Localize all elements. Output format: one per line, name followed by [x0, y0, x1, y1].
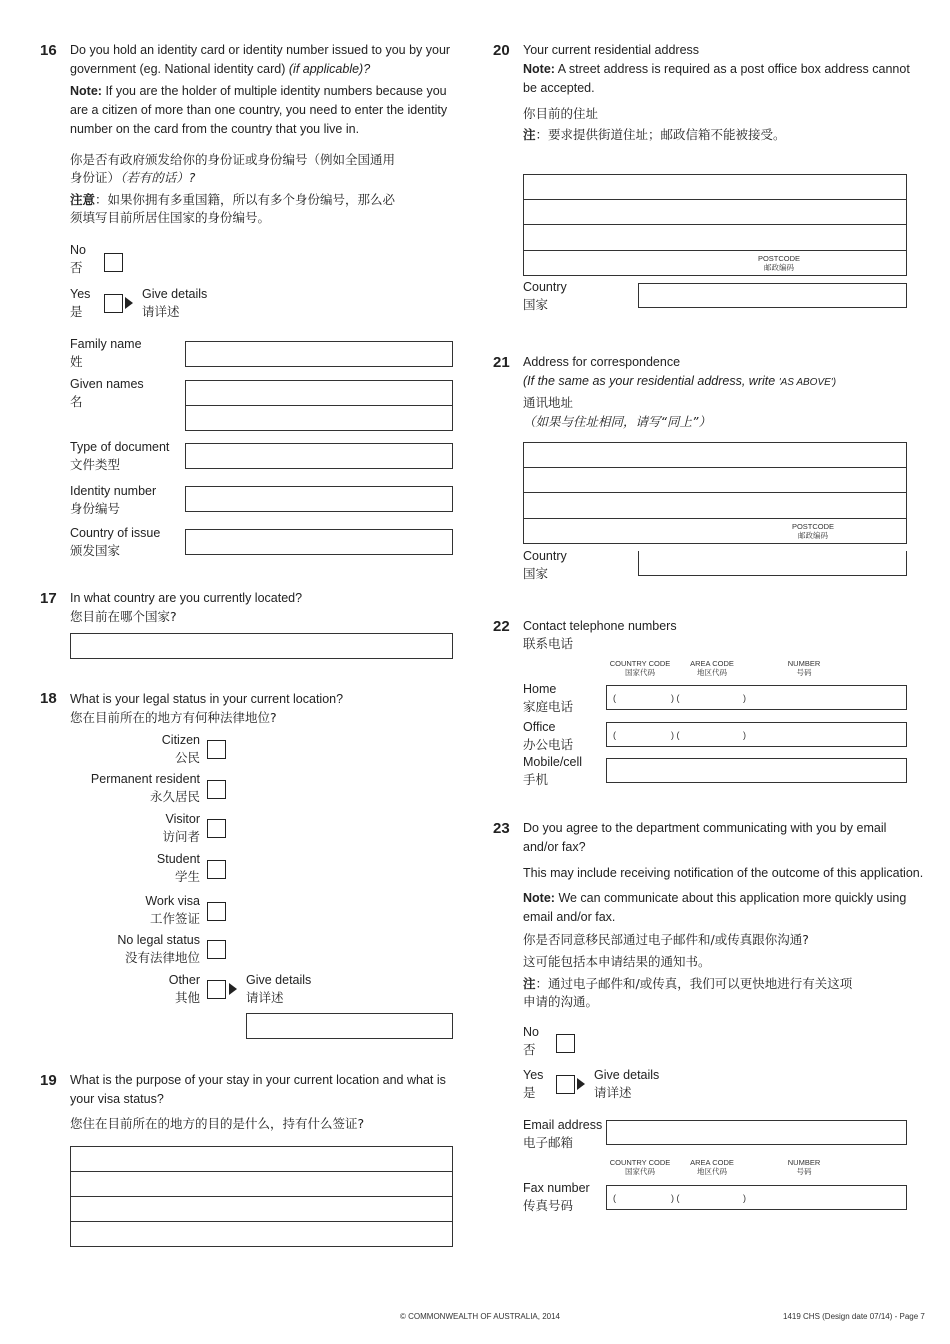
- q22-office-phone-input[interactable]: [606, 722, 907, 747]
- q21-address-input[interactable]: [523, 442, 907, 544]
- q18-give-details: Give details 请详述: [246, 973, 312, 1005]
- q16-no-label: No 否: [70, 243, 86, 275]
- q21-number: 21: [493, 354, 510, 371]
- q18-other-checkbox[interactable]: [207, 980, 226, 999]
- q21-question: Address for correspondence: [523, 355, 681, 369]
- q21-zh: 通讯地址: [523, 395, 574, 410]
- q23-note-line2: email and/or fax.: [523, 910, 616, 924]
- q22-home-phone-input[interactable]: [606, 685, 907, 710]
- q18-zh: 您在目前所在的地方有何种法律地位?: [70, 710, 277, 725]
- q16-zh-note-line1: 注意：如果你拥有多重国籍，所以有多个身份编号，那么必: [70, 192, 396, 207]
- q18-visitor-checkbox[interactable]: [207, 819, 226, 838]
- q18-nolegal-checkbox[interactable]: [207, 940, 226, 959]
- q18-student-checkbox[interactable]: [207, 860, 226, 879]
- q22-mobile-label: Mobile/cell 手机: [523, 755, 583, 787]
- arrow-right-icon: [577, 1078, 585, 1090]
- q16-zh-line1: 你是否有政府颁发给你的身份证或身份编号（例如全国通用: [70, 152, 396, 167]
- q18-student-label: Student 学生: [156, 852, 200, 884]
- q18-permanent-label: Permanent resident 永久居民: [90, 772, 200, 804]
- q23-fax-paren-open: (: [613, 1193, 616, 1203]
- q16-question-line2: government (eg. National identity card) (if applicable)?: [70, 62, 371, 76]
- q16-yes-checkbox[interactable]: [104, 294, 123, 313]
- q16-country-label: Country of issue 颁发国家: [70, 526, 161, 558]
- q23-may-include: This may include receiving notification of the outcome of this application.: [523, 866, 924, 880]
- q18-nolegal-label: No legal status 没有法律地位: [117, 933, 200, 965]
- q16-question-line1: Do you hold an identity card or identity number issued to you by your: [70, 43, 451, 57]
- q23-fax-input[interactable]: [606, 1185, 907, 1210]
- q20-question: Your current residential address: [523, 43, 700, 57]
- q16-zh-line2: 身份证）（若有的话）?: [70, 170, 196, 185]
- q16-idnum-label: Identity number 身份编号: [70, 484, 157, 516]
- q22-home-paren-close: ): [743, 693, 746, 703]
- q16-type-label: Type of document 文件类型: [70, 440, 170, 472]
- q17-question: In what country are you currently located?: [70, 591, 303, 605]
- q23-number-header: NUMBER 号码: [787, 1158, 821, 1176]
- q22-country-code-header: COUNTRY CODE 国家代码: [609, 659, 671, 677]
- divider: [70, 1196, 453, 1197]
- divider: [523, 518, 907, 519]
- q16-family-label: Family name 姓: [70, 337, 142, 369]
- q19-question-line1: What is the purpose of your stay in your current location and what is: [70, 1073, 446, 1087]
- q19-number: 19: [40, 1072, 57, 1089]
- q23-question-line2: and/or fax?: [523, 840, 586, 854]
- arrow-right-icon: [229, 983, 237, 995]
- q21-italic: (If the same as your residential address, write 'AS ABOVE'): [523, 374, 837, 388]
- q22-home-label: Home 家庭电话: [523, 682, 574, 714]
- q18-workvisa-checkbox[interactable]: [207, 902, 226, 921]
- divider: [70, 1171, 453, 1172]
- q20-zh-note: 注：要求提供街道住址；邮政信箱不能被接受。: [523, 127, 786, 142]
- q23-question-line1: Do you agree to the department communicating with you by email: [523, 821, 887, 835]
- q18-number: 18: [40, 690, 57, 707]
- q22-mobile-phone-input[interactable]: [606, 758, 907, 783]
- q16-number: 16: [40, 42, 57, 59]
- q17-number: 17: [40, 590, 57, 607]
- q22-office-label: Office 办公电话: [523, 720, 574, 752]
- footer-form-info: 1419 CHS (Design date 07/14) - Page 7: [783, 1312, 925, 1321]
- divider: [523, 467, 907, 468]
- q18-visitor-label: Visitor 访问者: [162, 812, 200, 844]
- q21-country-label: Country 国家: [523, 549, 567, 581]
- q23-no-checkbox[interactable]: [556, 1034, 575, 1053]
- q23-give-details: Give details 请详述: [594, 1068, 660, 1100]
- q22-question: Contact telephone numbers: [523, 619, 677, 633]
- q22-number: 22: [493, 618, 510, 635]
- q23-zh1: 你是否同意移民部通过电子邮件和/或传真跟你沟通?: [523, 932, 809, 947]
- q17-country-input[interactable]: [70, 633, 453, 659]
- q18-other-label: Other 其他: [168, 973, 200, 1005]
- q18-citizen-checkbox[interactable]: [207, 740, 226, 759]
- q23-country-code-header: COUNTRY CODE 国家代码: [609, 1158, 671, 1176]
- divider: [523, 224, 907, 225]
- q23-zh-note-line2: 申请的沟通。: [523, 994, 599, 1009]
- q16-identity-number-input[interactable]: [185, 486, 453, 512]
- divider: [523, 492, 907, 493]
- divider: [70, 1221, 453, 1222]
- q23-yes-checkbox[interactable]: [556, 1075, 575, 1094]
- q18-permanent-checkbox[interactable]: [207, 780, 226, 799]
- q16-zh-note-line2: 须填写目前所居住国家的身份编号。: [70, 210, 271, 225]
- q23-yes-label: Yes 是: [523, 1068, 544, 1100]
- q16-no-checkbox[interactable]: [104, 253, 123, 272]
- q22-area-code-header: AREA CODE 地区代码: [690, 659, 734, 677]
- divider: [185, 405, 453, 406]
- q22-number-header: NUMBER 号码: [787, 659, 821, 677]
- q16-give-details: Give details 请详述: [142, 287, 208, 319]
- q23-zh-note-line1: 注：通过电子邮件和/或传真，我们可以更快地进行有关这项: [523, 976, 853, 991]
- q18-other-details-input[interactable]: [246, 1013, 453, 1039]
- q16-note-line1: Note: If you are the holder of multiple identity numbers because you: [70, 84, 447, 98]
- q16-given-label: Given names 名: [70, 377, 144, 409]
- q20-postcode-label: POSTCODE 邮政编码: [757, 254, 801, 272]
- q23-no-label: No 否: [523, 1025, 539, 1057]
- q16-document-type-input[interactable]: [185, 443, 453, 469]
- q22-office-paren-close: ): [743, 730, 746, 740]
- q22-home-paren-open: (: [613, 693, 616, 703]
- q18-citizen-label: Citizen 公民: [161, 733, 200, 765]
- q23-fax-label: Fax number 传真号码: [523, 1181, 590, 1213]
- q22-zh: 联系电话: [523, 636, 574, 651]
- q20-country-input[interactable]: [638, 283, 907, 308]
- q23-email-input[interactable]: [606, 1120, 907, 1145]
- q23-area-code-header: AREA CODE 地区代码: [690, 1158, 734, 1176]
- q20-note-line2: be accepted.: [523, 81, 595, 95]
- footer-copyright: © COMMONWEALTH OF AUSTRALIA, 2014: [400, 1312, 560, 1321]
- q16-yes-label: Yes 是: [70, 287, 91, 319]
- q20-number: 20: [493, 42, 510, 59]
- q16-family-name-input[interactable]: [185, 341, 453, 367]
- q22-home-paren-mid: ) (: [671, 693, 680, 703]
- q21-country-input[interactable]: [638, 551, 907, 576]
- q22-office-paren-open: (: [613, 730, 616, 740]
- q19-question-line2: your visa status?: [70, 1092, 164, 1106]
- q23-note-line1: Note: We can communicate about this application more quickly using: [523, 891, 907, 905]
- q16-note-line3: number on the card from the country that you live in.: [70, 122, 360, 136]
- q23-number: 23: [493, 820, 510, 837]
- q23-email-label: Email address 电子邮箱: [523, 1118, 603, 1150]
- q18-workvisa-label: Work visa 工作签证: [145, 894, 200, 926]
- divider: [523, 250, 907, 251]
- q20-note-line1: Note: A street address is required as a post office box address cannot: [523, 62, 910, 76]
- q22-office-paren-mid: ) (: [671, 730, 680, 740]
- q19-zh: 您住在目前所在的地方的目的是什么，持有什么签证?: [70, 1116, 365, 1131]
- q20-country-label: Country 国家: [523, 280, 567, 312]
- q21-postcode-label: POSTCODE 邮政编码: [791, 522, 835, 540]
- divider: [523, 199, 907, 200]
- q23-zh2: 这可能包括本申请结果的通知书。: [523, 954, 711, 969]
- q23-fax-paren-close: ): [743, 1193, 746, 1203]
- q18-question: What is your legal status in your current location?: [70, 692, 344, 706]
- q23-fax-paren-mid: ) (: [671, 1193, 680, 1203]
- q16-country-of-issue-input[interactable]: [185, 529, 453, 555]
- q17-zh: 您目前在哪个国家?: [70, 609, 177, 624]
- q20-address-input[interactable]: [523, 174, 907, 276]
- q21-zh-italic: （如果与住址相同，请写“同上”）: [523, 414, 711, 429]
- q20-zh: 你目前的住址: [523, 106, 599, 121]
- q16-note-line2: are a citizen of more than one country, you need to enter the identity: [70, 103, 448, 117]
- arrow-right-icon: [125, 297, 133, 309]
